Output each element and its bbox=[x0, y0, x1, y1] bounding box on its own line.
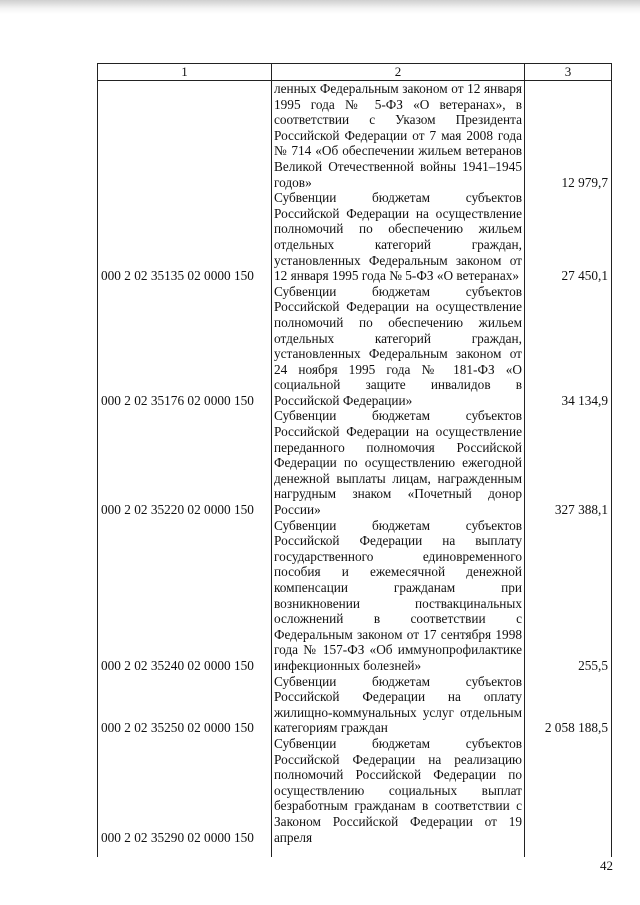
table-row bbox=[98, 518, 612, 674]
row-description: Субвенции бюджетам субъектов Российской Федерации на осуществление переданного полномочия Российской Федерации по осуществлению ежегодной денежной выплаты лицам, награжденным нагрудным знаком «Почетный донор России» bbox=[272, 408, 525, 517]
classification-code: 000 2 02 35250 02 0000 150 bbox=[101, 720, 254, 736]
table-row bbox=[98, 674, 612, 736]
table-row bbox=[98, 81, 612, 191]
amount-value: 327 388,1 bbox=[554, 502, 608, 518]
row-amount-cell bbox=[525, 674, 612, 736]
amount-value: 34 134,9 bbox=[561, 392, 608, 408]
row-amount-cell bbox=[525, 518, 612, 674]
continuation-cell-2 bbox=[272, 845, 525, 857]
row-description: Субвенции бюджетам субъектов Российской Федерации на осуществление полномочий по обеспечению жильем отдельных категорий граждан, установленных Федеральным законом от 24 ноября 1995 года № 181-ФЗ «О социальной защите инвалидов в Российской Федерации» bbox=[272, 284, 525, 409]
amount-value: 2 058 188,5 bbox=[544, 720, 608, 736]
row-code-cell bbox=[98, 190, 272, 284]
row-code-cell bbox=[98, 408, 272, 517]
page-number: 42 bbox=[600, 858, 613, 873]
scan-top-edge bbox=[0, 0, 640, 14]
classification-code: 000 2 02 35290 02 0000 150 bbox=[101, 829, 254, 845]
table-row bbox=[98, 284, 612, 409]
classification-code: 000 2 02 35135 02 0000 150 bbox=[101, 268, 254, 284]
row-description: Субвенции бюджетам субъектов Российской Федерации на оплату жилищно-коммунальных услуг отдельным категориям граждан bbox=[272, 674, 525, 736]
row-amount-cell bbox=[525, 190, 612, 284]
table-row bbox=[98, 736, 612, 845]
classification-code: 000 2 02 35176 02 0000 150 bbox=[101, 392, 254, 408]
row-code-cell bbox=[98, 284, 272, 409]
column-header-3: 3 bbox=[525, 64, 612, 81]
row-code-cell bbox=[98, 81, 272, 191]
continuation-cell-3 bbox=[525, 845, 612, 857]
row-amount-cell bbox=[525, 284, 612, 409]
row-code-cell bbox=[98, 736, 272, 845]
row-description: Субвенции бюджетам субъектов Российской Федерации на осуществление полномочий по обеспечению жильем отдельных категорий граждан, установленных Федеральным законом от 12 января 1995 года № 5-ФЗ «О ветеранах» bbox=[272, 190, 525, 284]
amount-value: 12 979,7 bbox=[561, 174, 608, 190]
column-header-2: 2 bbox=[272, 64, 525, 81]
row-description: ленных Федеральным законом от 12 января 1995 года № 5-ФЗ «О ветеранах», в соответствии с Указом Президента Российской Федерации от 7 мая 2008 года № 714 «Об обеспечении жильем ветеранов Великой Отечественной войны 1941–1945 годов» bbox=[272, 81, 525, 191]
continuation-cell-1 bbox=[98, 845, 272, 857]
classification-code: 000 2 02 35240 02 0000 150 bbox=[101, 657, 254, 673]
table-header-row bbox=[98, 64, 612, 81]
column-header-1: 1 bbox=[98, 64, 272, 81]
amount-value: 255,5 bbox=[578, 657, 608, 673]
classification-code: 000 2 02 35220 02 0000 150 bbox=[101, 502, 254, 518]
row-amount-cell bbox=[525, 736, 612, 845]
row-amount-cell bbox=[525, 408, 612, 517]
row-code-cell bbox=[98, 674, 272, 736]
table-continuation-row bbox=[98, 845, 612, 857]
row-description: Субвенции бюджетам субъектов Российской Федерации на выплату государственного единовременного пособия и ежемесячной денежной компенсации гражданам при возникновении поствакцинальных осложнений в соответствии с Федеральным законом от 17 сентября 1998 года № 157-ФЗ «Об иммунопрофилактике инфекционных болезней» bbox=[272, 518, 525, 674]
amount-value: 27 450,1 bbox=[561, 268, 608, 284]
table-row bbox=[98, 408, 612, 517]
budget-table bbox=[97, 63, 612, 857]
row-amount-cell bbox=[525, 81, 612, 191]
table-row bbox=[98, 190, 612, 284]
row-description: Субвенции бюджетам субъектов Российской Федерации на реализацию полномочий Российской Федерации по осуществлению социальных выплат безработным гражданам в соответствии с Законом Российской Федерации от 19 апреля bbox=[272, 736, 525, 845]
row-code-cell bbox=[98, 518, 272, 674]
